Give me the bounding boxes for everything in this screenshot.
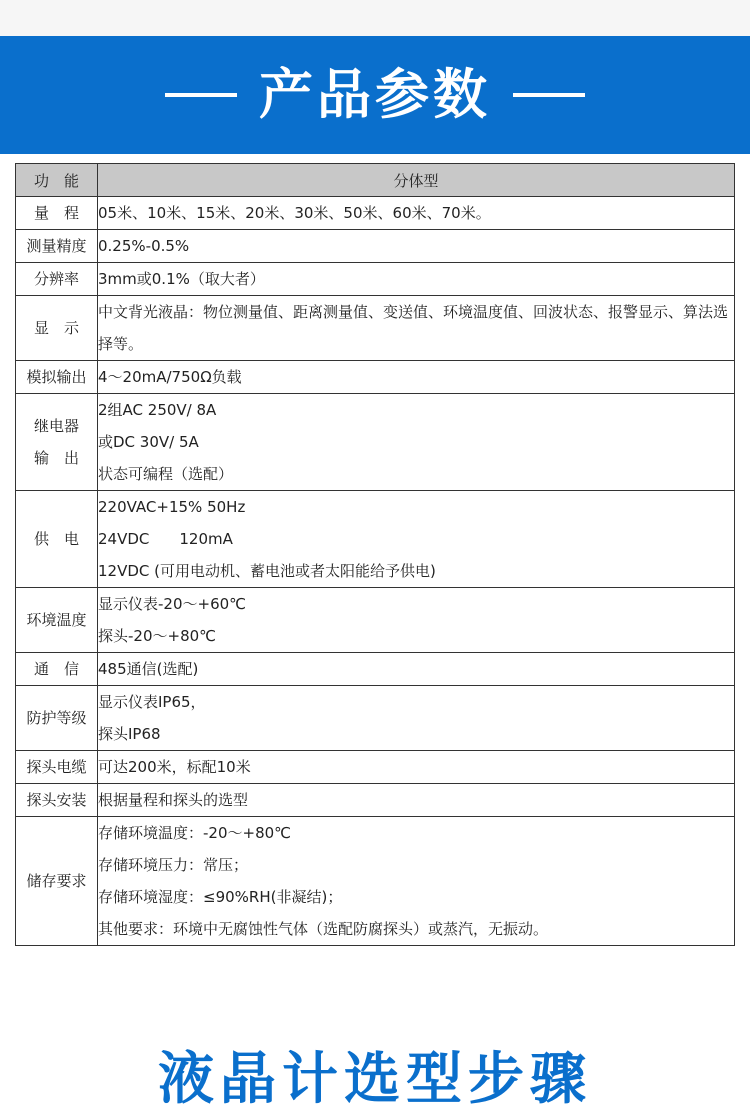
next-section-heading: 液晶计选型步骤	[158, 1047, 592, 1112]
row-value-line: 探头IP68	[98, 725, 161, 743]
row-label	[16, 588, 98, 653]
row-value-line: 显示仪表IP65，	[98, 693, 206, 711]
row-label-text: 继电器	[33, 417, 79, 435]
table-row	[16, 296, 735, 361]
row-label-text: 储存要求	[26, 872, 87, 890]
row-value	[98, 230, 735, 263]
row-value-line: 24VDC 120mA	[98, 530, 233, 548]
row-value-line: 存储环境湿度：≤90%RH(非凝结)；	[98, 888, 343, 906]
header-value: 分体型	[98, 164, 735, 197]
banner-title: 产品参数	[259, 63, 491, 126]
row-value-line: 2组AC 250V/ 8A	[98, 401, 217, 419]
row-value-line: 探头-20～+80℃	[98, 627, 217, 645]
table-row	[16, 361, 735, 394]
row-label	[16, 394, 98, 491]
row-value	[98, 361, 735, 394]
section-banner	[0, 36, 750, 154]
row-label	[16, 817, 98, 946]
row-value-line: 或DC 30V/ 5A	[98, 433, 199, 451]
row-label	[16, 491, 98, 588]
table-row	[16, 653, 735, 686]
table-row	[16, 263, 735, 296]
top-strip	[0, 0, 750, 36]
table-header-row	[16, 164, 735, 197]
row-value-line: 220VAC+15% 50Hz	[98, 498, 246, 516]
banner-line-left	[165, 93, 237, 97]
row-value	[98, 653, 735, 686]
row-value	[98, 263, 735, 296]
row-value-line: 根据量程和探头的选型	[98, 791, 249, 809]
row-label-text: 模拟输出	[26, 368, 87, 386]
row-label-text: 输 出	[33, 449, 79, 467]
row-label	[16, 197, 98, 230]
table-row	[16, 817, 735, 946]
row-value-line: 12VDC (可用电动机、蓄电池或者太阳能给予供电)	[98, 562, 436, 580]
row-value	[98, 296, 735, 361]
row-label	[16, 230, 98, 263]
table-row	[16, 784, 735, 817]
table-row	[16, 751, 735, 784]
spec-table	[15, 163, 735, 946]
table-row	[16, 197, 735, 230]
row-label	[16, 296, 98, 361]
table-row	[16, 230, 735, 263]
row-value	[98, 197, 735, 230]
table-row	[16, 491, 735, 588]
row-value-line: 存储环境温度：-20～+80℃	[98, 824, 292, 842]
row-label	[16, 361, 98, 394]
row-value	[98, 784, 735, 817]
table-row	[16, 588, 735, 653]
row-value	[98, 817, 735, 946]
row-value-line: 可达200米，标配10米	[98, 758, 251, 776]
row-label-text: 显 示	[33, 319, 79, 337]
row-label-text: 测量精度	[26, 237, 87, 255]
row-label-text: 防护等级	[26, 709, 87, 727]
row-label-text: 分辨率	[33, 270, 79, 288]
row-value	[98, 751, 735, 784]
row-label-text: 通 信	[33, 660, 79, 678]
row-value-line: 中文背光液晶：物位测量值、距离测量值、变送值、环境温度值、回波状态、报警显示、算法选择等。	[98, 303, 729, 353]
row-value-line: 3mm或0.1%（取大者）	[98, 270, 265, 288]
row-label	[16, 686, 98, 751]
row-label	[16, 751, 98, 784]
row-value-line: 0.25%-0.5%	[98, 237, 190, 255]
row-label-text: 环境温度	[26, 611, 87, 629]
row-label-text: 探头安装	[26, 791, 87, 809]
row-label-text: 供 电	[33, 530, 79, 548]
row-value	[98, 491, 735, 588]
row-value	[98, 394, 735, 491]
row-value-line: 05米、10米、15米、20米、30米、50米、60米、70米。	[98, 204, 491, 222]
row-value-line: 显示仪表-20～+60℃	[98, 595, 247, 613]
row-value-line: 存储环境压力：常压；	[98, 856, 249, 874]
table-row	[16, 394, 735, 491]
row-value-line: 4～20mA/750Ω负载	[98, 368, 242, 386]
row-value-line: 485通信(选配)	[98, 660, 199, 678]
row-value	[98, 588, 735, 653]
row-label-text: 探头电缆	[26, 758, 87, 776]
row-label-text: 量 程	[33, 204, 79, 222]
row-label	[16, 653, 98, 686]
row-value-line: 状态可编程（选配）	[98, 465, 234, 483]
row-label	[16, 784, 98, 817]
header-label: 功 能	[16, 164, 98, 197]
row-value	[98, 686, 735, 751]
table-row	[16, 686, 735, 751]
banner-line-right	[513, 93, 585, 97]
row-value-line: 其他要求：环境中无腐蚀性气体（选配防腐探头）或蒸汽，无振动。	[98, 920, 549, 938]
row-label	[16, 263, 98, 296]
